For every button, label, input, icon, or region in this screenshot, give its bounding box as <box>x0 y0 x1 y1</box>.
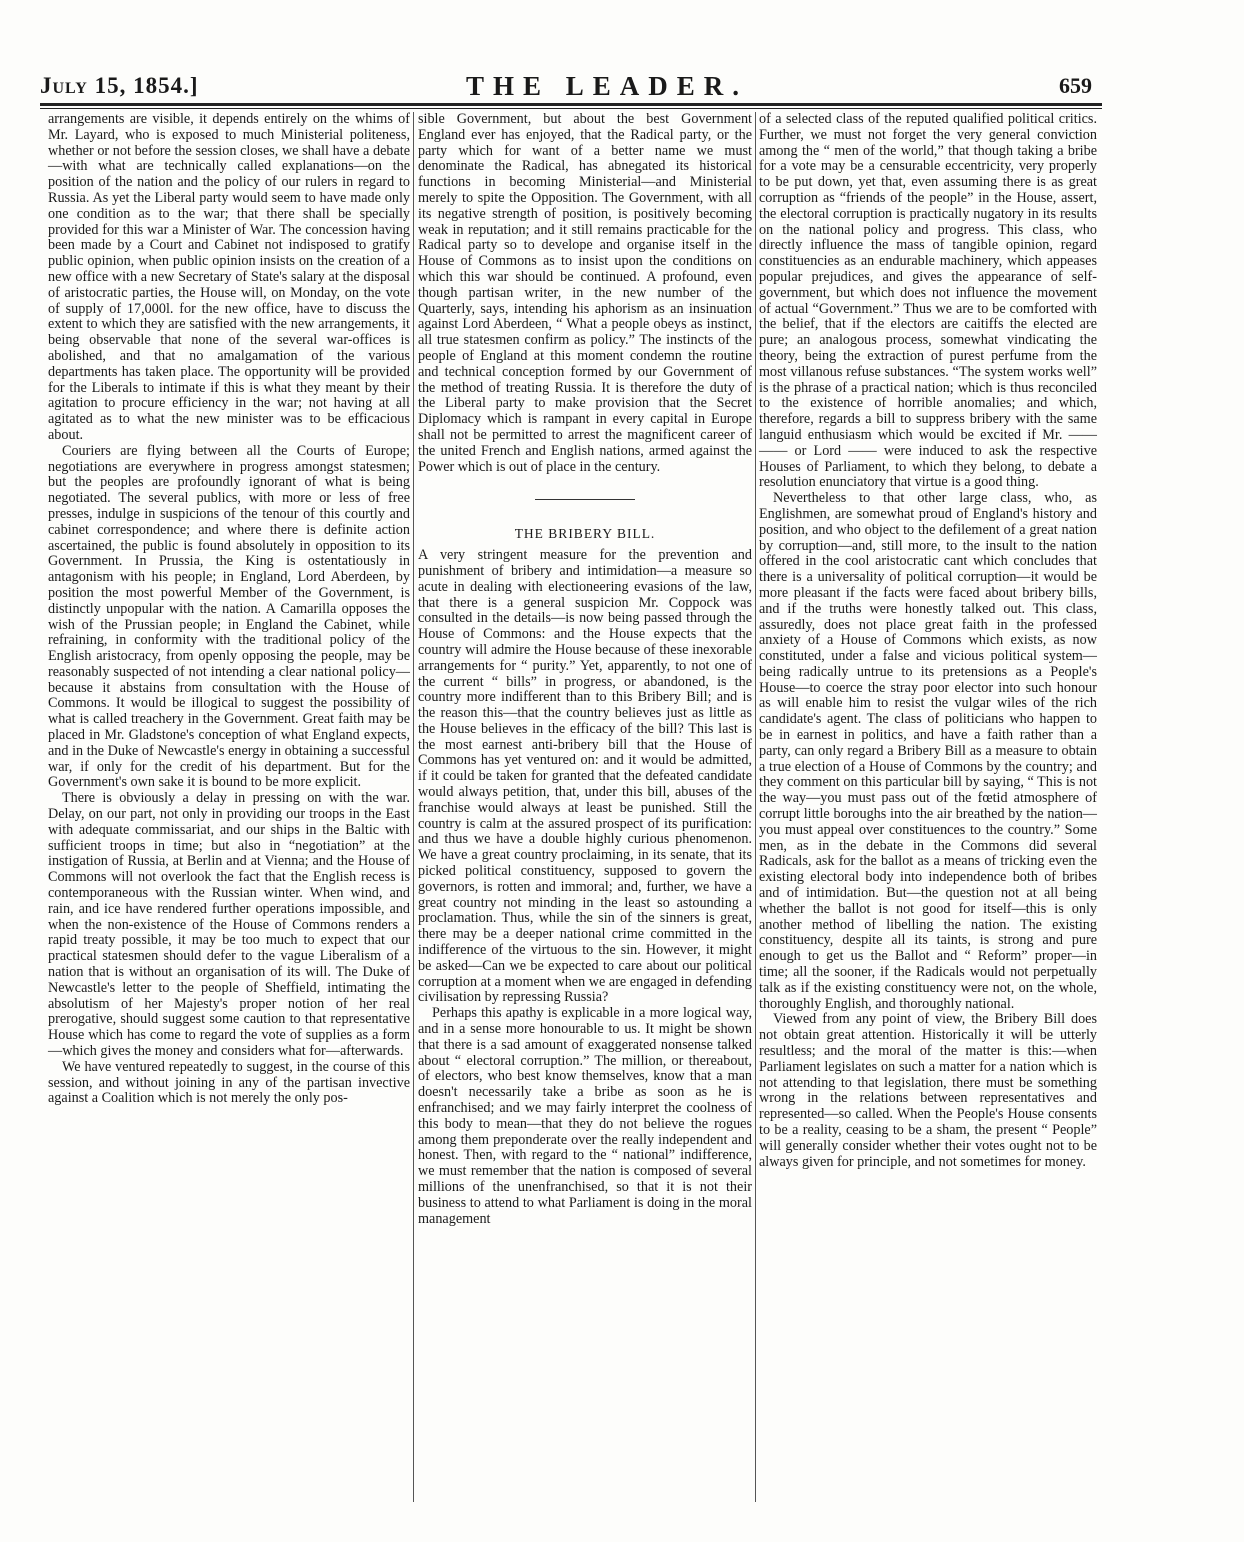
section-heading: THE BRIBERY BILL. <box>514 526 656 542</box>
paragraph: We have ventured repeatedly to suggest, in the course of this session, and without joining in any of the partisan invective against a Coalition which is not merely the only pos- <box>48 1058 410 1107</box>
header-rule-thin <box>40 108 1102 109</box>
paragraph: Couriers are flying between all the Courts of Europe; negotiations are everywhere in progress amongst statesmen; but the peoples are profoundly ignorant of what is being negotiated. The several publics, with more or less of free presses, indulge in suspicions of the tenour of this courtly and cabinet correspondence; and where there is definite action ascertained, the public is found absolutely in opposition to its Government. In Prussia, the King is ostentatiously in antagonism with his people; in England, Lord Aberdeen, by position the most powerful Member of the Government, is distinctly unpopular with the nation. A Camarilla opposes the wish of the Prussian people; in England the Cabinet, while refraining, in conformity with the traditional policy of the English aristocracy, from openly opposing the people, may be reasonably suspected of not intending a clear national policy—because it abstains from consultation with the House of Commons. It would be illogical to suggest the possibility of what is called treachery in the Government. Great faith may be placed in Mr. Gladstone's conception of what England expects, and in the Duke of Newcastle's energy in obtaining a successful war, if only for the credit of his department. But for the Government's own sake it is bound to be more explicit. <box>48 442 410 791</box>
column-2 <box>418 112 752 1227</box>
paragraph: Viewed from any point of view, the Bribery Bill does not obtain great attention. Historically it will be utterly resultless; and the moral of the matter is this:—when Parliament legislates on such a matter for a nation which is not attending to that legislation, there must be something wrong in the relations between representatives and represented—so called. When the People's House consents to be a reality, ceasing to be a sham, the present “ People” will generally consider whether their votes ought not to be always given for principle, and not sometimes for money. <box>759 1011 1097 1170</box>
column-divider <box>413 112 414 1502</box>
paragraph: of a selected class of the reputed qualified political critics. Further, we must not forget the very general conviction among the “ men of the world,” that though taking a bribe for a vote may be a censurable eccentricity, very properly to be put down, yet that, even assuming there is as great corruption as “friends of the people” in the House, assert, the electoral corruption is practically nugatory in its results on the national policy and progress. This class, who directly influence the mass of tangible opinion, regard constituencies as an endurable machinery, which appeases popular prejudices, and gives the appearance of self-government, but which does not influence the movement of actual “Government.” Thus we are to be comforted with the belief, that if the electors are caitiffs the elected are pure; an analogous process, somewhat vindicating the theory, being the extraction of purest perfume from the most villanous refuse substances. “The system works well” is the phrase of a practical nation; which is thus reconciled to the existence of horrible anomalies; and which, therefore, regards a bill to suppress bribery with the same languid enthusiasm which would be excited if Mr. —— —— or Lord —— were induced to ask the respective Houses of Parliament, to which they belong, to debate a resolution enunciatory that virtue is a good thing. <box>759 111 1097 491</box>
paragraph: Nevertheless to that other large class, who, as Englishmen, are somewhat proud of England's history and position, and who object to the defilement of a great nation by corruption—and, still more, to the insult to the nation offered in the cool aristocratic cant which concludes that there is a universality of political corruption—it would be more pleasant if the facts were faced about bribery bills, and if the truths were honestly talked out. This class, assuredly, does not place great faith in the professed anxiety of a House of Commons which exists, as now constituted, under a false and vicious political system—being radically untrue to its pretensions as a People's House—to coerce the stray poor elector into such honour as will enable him to resist the vulgar wiles of the rich candidate's agent. The class of politicians who happen to be in earnest in politics, and have a faith rather than a party, can only regard a Bribery Bill as a measure to obtain a true election of a House of Commons by the country; and they comment on this particular bill by saying, “ This is not the way—you must pass out of the fœtid atmosphere of corrupt little boroughs into the air breathed by the nation—you must appeal over constituences to the country.” Some men, as in the debate in the Commons did several Radicals, ask for the ballot as a means of tricking even the existing electoral body into independence both of bribes and of intimidation. But—the question not at all being whether the ballot is not good for itself—this is only another method of libelling the nation. The existing constituency, despite all its taints, is strong and pure enough to get us the Ballot and “ Reform” proper—in time; all the sooner, if the Radicals would not perpetually talk as if the existing constituency were not, on the whole, thoroughly English, and thoroughly national. <box>759 490 1097 1012</box>
header-rule-thick <box>40 103 1102 106</box>
paragraph: A very stringent measure for the prevention and punishment of bribery and intimidation—a measure so acute in dealing with electioneering evasions of the law, that there is a general suspicion Mr. Coppock was consulted in the details—is now being passed through the House of Commons: and the House expects that the country will admire the House because of these inexorable arrangements for “ purity.” Yet, apparently, to not one of the current “ bills” in progress, or abandoned, is the country more indifferent than to this Bribery Bill; and is the reason this—that the country believes just as little as the House believes in the efficacy of the bill? This last is the most earnest anti-bribery bill that the House of Commons has yet ventured on: and it would be admitted, if it could be taken for granted that the defeated candidate would always petition, that, under this bill, abuses of the franchise would always at least be punished. Still the country is calm at the assured prospect of its purification: and thus we have a double highly curious phenomenon. We have a great country proclaiming, in its senate, that its picked political constituency, supposed to govern the governors, is rotten and immoral; and, further, we have a great country not minding in the least so astounding a proclamation. Thus, while the sin of the sinners is great, there may be a deeper national crime committed in the indifference of the virtuous to the sin. However, it might be asked—Can we be expected to care about our political corruption at a moment when we are engaged in defending civilisation by repressing Russia? <box>418 547 752 1006</box>
paragraph: There is obviously a delay in pressing on with the war. Delay, on our part, not only in providing our troops in the East with adequate commissariat, and our ships in the Baltic with sufficient troops in time; but also in “negotiation” at the instigation of Russia, at Berlin and at Vienna; and the House of Commons will not overlook the fact that the English recess is contemporaneous with the Russian winter. When wind, and rain, and ice have rendered further operations impossible, and when the non-existence of the House of Commons renders a rapid treaty possible, it may be too much to expect that our practical statesmen should defer to the vague Liberalism of a nation that is without an organisation of its will. The Duke of Newcastle's letter to the people of Sheffield, intimating the absolutism of her Majesty's proper notion of her real prerogative, should suggest some caution to that representative House which has come to regard the vote of supplies as a form—which gives the money and considers what for—afterwards. <box>48 790 410 1060</box>
section-separator <box>535 499 635 500</box>
column-1 <box>48 112 410 1107</box>
paragraph: sible Government, but about the best Government England ever has enjoyed, that the Radical party, or the party which for want of a better name we must denominate the Radical, has abnegated its historical functions in becoming Ministerial—and Ministerial merely to spite the Opposition. The Government, with all its negative strength of position, is positively becoming weak in reputation; and it still remains practicable for the Radical party so to develope and organise itself in the House of Commons as to insist upon the conditions on which this war should be continued. A profound, even though partisan writer, in the new number of the Quarterly, says, intending his aphorism as an insinuation against Lord Aberdeen, “ What a people obeys as instinct, all true statesmen confirm as policy.” The instincts of the people of England at this moment condemn the routine and technical conception formed by our Government of the method of treating Russia. It is therefore the duty of the Liberal party to make provision that the Secret Diplomacy which is rampant in every capital in Europe shall not be permitted to arrest the magnificent career of the united French and English nations, armed against the Power which is out of place in the century. <box>418 111 752 475</box>
paragraph: Perhaps this apathy is explicable in a more logical way, and in a sense more honourable to us. It might be shown that there is a sad amount of exaggerated nonsense talked about “ electoral corruption.” The million, or thereabout, of electors, who best know themselves, know that a man doesn't necessarily take a bribe as soon as he is enfranchised; and we may fairly interpret the coolness of this body to mean—that they do not believe the rogues among them preponderate over the really independent and honest. Then, with regard to the “ national” indifference, we must remember that the nation is composed of several millions of the unenfranchised, so that it is not their business to attend to what Parliament is doing in the moral management <box>418 1005 752 1227</box>
column-divider <box>755 112 756 1502</box>
page-number: 659 <box>1059 73 1092 98</box>
column-3 <box>759 112 1097 1170</box>
masthead-title: THE LEADER. <box>466 71 749 101</box>
paragraph: arrangements are visible, it depends entirely on the whims of Mr. Layard, who is exposed to much Ministerial politeness, whether or not before the session closes, we shall have a debate—with what are technically called explanations—on the position of the nation and the policy of our rulers in regard to Russia. As yet the Liberal party would seem to have made only one condition as to the war; that there shall be specially provided for this war a Minister of War. The concession having been made by a Court and Cabinet not indisposed to gratify public opinion, when public opinion insists on the creation of a new office with a new Secretary of State's salary at the disposal of aristocratic parties, the House will, on Monday, on the vote of supply of 17,000l. for the new office, have to discuss the extent to which they are satisfied with the new arrangements, it being observable that none of the several war-offices is abolished, and that no amalgamation of the various departments has taken place. The opportunity will be provided for the Liberals to intimate if this is what they meant by their agitation to procure efficiency in the war; not having at all agitated as to what the new minister was to be efficacious about. <box>48 111 410 443</box>
issue-date: July 15, 1854.] <box>40 73 199 98</box>
